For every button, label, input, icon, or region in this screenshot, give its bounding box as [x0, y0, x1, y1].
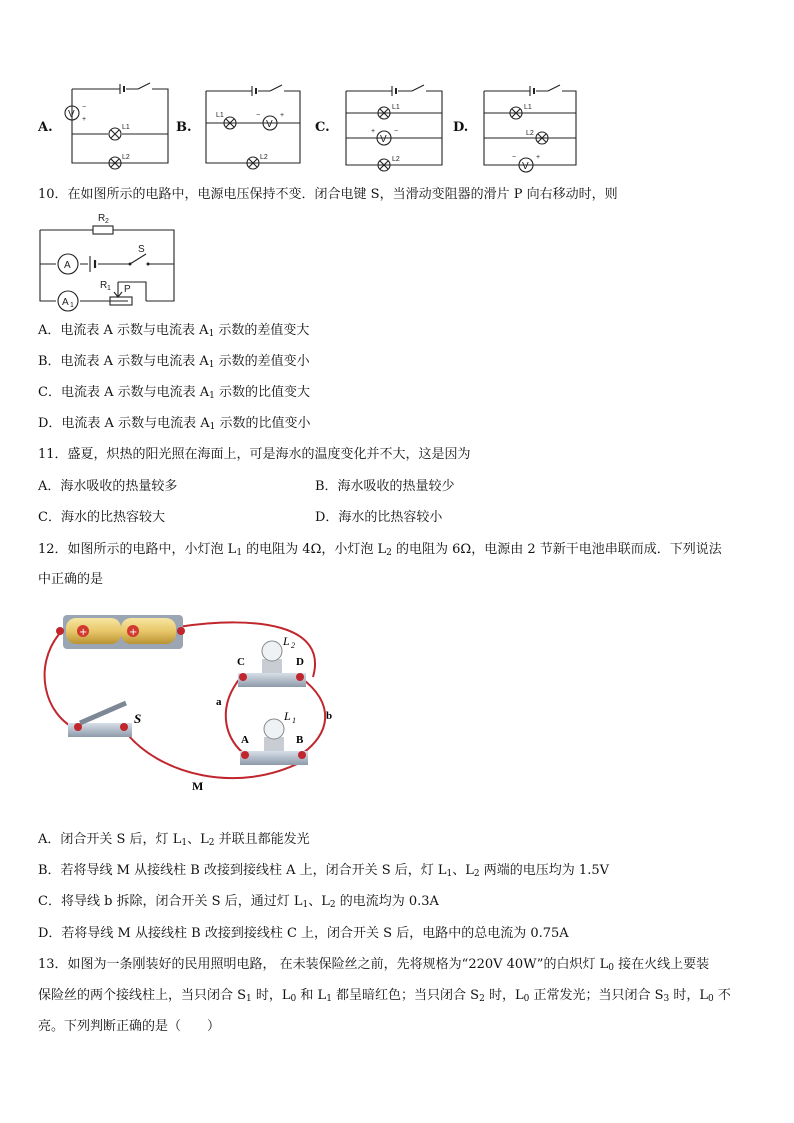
q11-stem: 11．盛夏，炽热的阳光照在海面上，可是海水的温度变化并不大，这是因为 — [38, 447, 471, 462]
q9-option-d-letter[interactable]: D. — [453, 120, 469, 135]
svg-text:D: D — [296, 656, 304, 668]
svg-text:L2: L2 — [392, 156, 400, 163]
svg-text:L2: L2 — [260, 154, 268, 161]
svg-text:V: V — [380, 134, 387, 145]
svg-text:b: b — [326, 710, 333, 722]
q9-option-a-letter[interactable]: A. — [38, 120, 53, 135]
svg-text:L: L — [283, 634, 290, 648]
svg-text:a: a — [216, 696, 222, 708]
svg-text:L2: L2 — [526, 130, 534, 137]
svg-text:2: 2 — [105, 218, 109, 225]
svg-text:1: 1 — [107, 285, 111, 292]
svg-text:A: A — [241, 734, 249, 746]
svg-text:L1: L1 — [392, 104, 400, 111]
q13-stem-line2: 保险丝的两个接线柱上，当只闭合 $S_1$ 时，$L_0$ 和 $L_1$ 都呈暗红色；当只闭合 $S_2$ 时，$L_0$ 正常发光；当只闭合 $S_3$ 时，$L_0$ 不 — [38, 988, 731, 1004]
q10-option-d[interactable]: D．电流表 A 示数与电流表 $A_1$ 示数的比值变小 — [38, 416, 311, 432]
q10-option-b[interactable]: B．电流表 A 示数与电流表 $A_1$ 示数的差值变小 — [38, 354, 310, 370]
svg-text:1: 1 — [70, 302, 74, 309]
q12-option-b[interactable]: B．若将导线 M 从接线柱 B 改接到接线柱 A 上，闭合开关 S 后，灯 $L_1$、$L_2$ 两端的电压均为 1.5V — [38, 863, 609, 879]
q11-option-a[interactable]: A．海水吸收的热量较多 — [38, 479, 178, 494]
svg-text:+: + — [280, 112, 285, 119]
svg-text:L1: L1 — [524, 104, 532, 111]
svg-text:A: A — [64, 260, 71, 271]
svg-text:S: S — [138, 244, 145, 255]
q9-option-b-letter[interactable]: B. — [176, 120, 192, 135]
svg-text:−: − — [82, 104, 87, 111]
svg-text:−: − — [512, 154, 517, 161]
svg-text:+: + — [79, 627, 88, 638]
q9-circuit-d — [478, 83, 588, 173]
svg-text:R: R — [100, 280, 108, 291]
q10-option-a[interactable]: A．电流表 A 示数与电流表 $A_1$ 示数的差值变大 — [38, 323, 310, 339]
voltmeter-v: V — [68, 109, 75, 120]
svg-text:2: 2 — [291, 641, 295, 650]
q12-option-a[interactable]: A．闭合开关 S 后，灯 $L_1$、$L_2$ 并联且都能发光 — [38, 832, 310, 848]
svg-text:+: + — [371, 128, 376, 135]
q12-option-d[interactable]: D．若将导线 M 从接线柱 B 改接到接线柱 C 上，闭合开关 S 后，电路中的总电流为 0.75A — [38, 926, 569, 941]
svg-text:−: − — [256, 112, 261, 119]
q13-stem-line3: 亮。下列判断正确的是（ ） — [38, 1019, 221, 1034]
svg-text:M: M — [192, 779, 204, 793]
q11-option-b[interactable]: B．海水吸收的热量较少 — [315, 479, 455, 494]
q9-circuit-c — [340, 83, 450, 173]
svg-text:L1: L1 — [122, 124, 130, 131]
q9-circuit-a — [60, 83, 170, 173]
q12-circuit-photo — [38, 605, 358, 805]
q9-circuit-b — [198, 83, 308, 173]
q10-stem: 10．在如图所示的电路中，电源电压保持不变．闭合电键 S，当滑动变阻器的滑片 P 向右移动时，则 — [38, 187, 618, 202]
svg-text:R: R — [98, 213, 106, 224]
svg-text:+: + — [82, 116, 87, 123]
q10-circuit-diagram — [38, 212, 178, 312]
svg-text:+: + — [129, 627, 138, 638]
q12-stem-line1: 12．如图所示的电路中，小灯泡 $L_1$ 的电阻为 4Ω，小灯泡 $L_2$ 的电阻为 6Ω，电源由 2 节新干电池串联而成．下列说法 — [38, 542, 722, 558]
svg-text:L: L — [284, 709, 291, 723]
q12-stem-line2: 中正确的是 — [38, 572, 104, 587]
svg-text:B: B — [296, 734, 304, 746]
svg-text:1: 1 — [292, 716, 296, 725]
q11-option-c[interactable]: C．海水的比热容较大 — [38, 510, 165, 525]
q10-option-c[interactable]: C．电流表 A 示数与电流表 $A_1$ 示数的比值变大 — [38, 385, 310, 401]
svg-text:L1: L1 — [216, 112, 224, 119]
svg-text:P: P — [124, 284, 131, 295]
svg-text:V: V — [266, 119, 273, 130]
q11-option-d[interactable]: D．海水的比热容较小 — [315, 510, 443, 525]
svg-text:+: + — [536, 154, 541, 161]
q13-stem-line1: 13．如图为一条刚装好的民用照明电路， 在未装保险丝之前，先将规格为“220V 40W”的白炽灯 $L_0$ 接在火线上要装 — [38, 957, 710, 973]
svg-text:S: S — [134, 711, 142, 726]
q12-option-c[interactable]: C．将导线 b 拆除，闭合开关 S 后，通过灯 $L_1$、$L_2$ 的电流均为 0.3A — [38, 894, 439, 910]
svg-text:V: V — [522, 161, 529, 172]
svg-text:−: − — [394, 128, 399, 135]
svg-text:L2: L2 — [122, 154, 130, 161]
svg-text:C: C — [237, 656, 245, 668]
q9-option-c-letter[interactable]: C. — [315, 120, 330, 135]
svg-text:A: A — [62, 297, 69, 308]
